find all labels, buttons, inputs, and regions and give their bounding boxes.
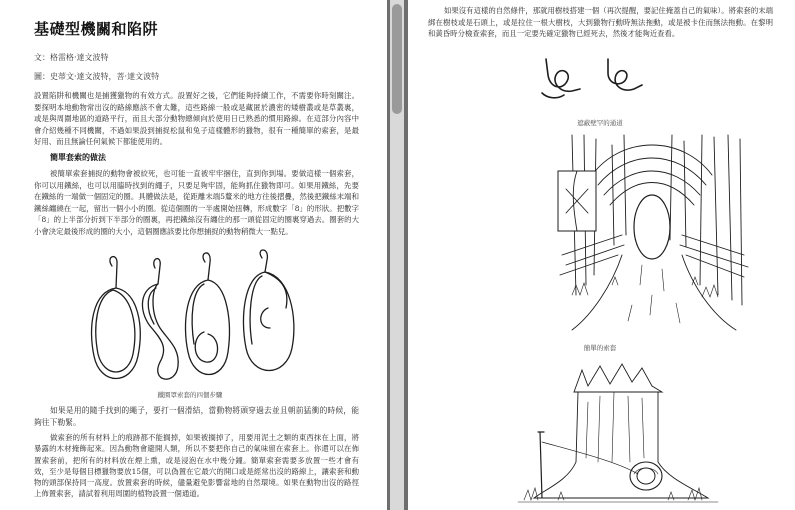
illustrator-credit: 圖：史蒂文·達文波特，菩·達文波特 [34, 72, 160, 81]
snare-instructions-paragraph: 被簡單索套捕捉的動物會被絞死，也可能一直被牢牢捆住，直到你到場。要做這樣一個索套，你可以用鐵絲，也可以用臨時找到的繩子，只要足夠牢固，能夠抓住獵物即可。如果用鐵絲，先要在鐵絲的一端做一個固定的圈。具體做法是，從距離末端5釐米的地方往後摺疊，然後把鐵絲末端和鐵絲纏繞在一起，留出一個小小的圈。從這個圈的一半處開始扭轉，形成數字「8」的形狀。把數字「8」的上半部分折到下半部分的圈裏，再把鐵絲沒有纏住的那一頭從固定的圈裏穿過去。圈套的大小會決定最後形成的圈的大小，這個圈應該要比你想捕捉的動物稍微大一點兒。 [34, 169, 359, 236]
intro-paragraph: 設置陷阱和機關也是捕獲獵物的有效方式。設置好之後，它們能夠持續工作，不需要你時刻關注。要探明本地動物常出沒的路線應該不會太難，這些路線一般或是藏匿於濃密的矮樹叢或是草叢裏，或是與周圍地區的道路平行，而且大部分動物總傾向於使用日已熟悉的慣用路線。在這部分內容中會介紹幾種不同機關，不過如果設到捕捉松鼠和兔子這樣體形的獵物，很有一種簡單的索套，是最好用、而且無論任何氣候下都能使用的。 [34, 91, 359, 146]
loop-step-4 [243, 250, 293, 371]
wire-loop-steps-illustration [0, 248, 387, 388]
loops-caption: 鐵圈罩索套的四個步驟 [157, 391, 223, 399]
rope-tip-paragraph: 如果是用的隨手找到的繩子，要打一個滑結，當動物將頭穿過去並且朝前猛衝的時候，能夠往下勒緊。 [34, 406, 359, 427]
right-top-paragraph: 如果沒有這樣的自然條件，那就用樹枝搭建一個（再次提醒，要記住掩蓋自己的氣味）。將索套的末端綁在樹枝或是石頭上，或是拉住一根大樹枝，大到獵物行動時無法拖動，或是被卡住而無法拖動。在黎明和黃昏時分檢查索套，而且一定要先確定獵物已經死去，然後才能夠近查看。 [428, 6, 773, 38]
forest-path-illustration [552, 135, 752, 330]
stump-caption: 簡單的索套 [583, 344, 617, 352]
section-heading: 簡單套索的做法 [50, 153, 106, 162]
loop-step-2 [142, 259, 178, 380]
left-page [0, 0, 387, 510]
scrollbar-thumb[interactable] [392, 4, 402, 114]
path-caption: 遮蔽壁罕的通道 [577, 119, 623, 127]
tree-stump-snare-illustration [518, 362, 718, 507]
page-title: 基礎型機關和陷阱 [34, 20, 159, 38]
author-credit: 文：格雷格·達文波特 [34, 53, 109, 62]
loop-step-3 [185, 253, 229, 375]
loop-step-1 [92, 257, 141, 379]
material-scent-paragraph: 做索套的所有材料上的痕跡都不能搁掉，如果被搁掉了，用要用泥土之類的東西抹在上面，將暴露的木材掩飾起來。因為動物會避開人類，所以不要把你自己的氣味留在索套上。你還可以在佈置索套前，把所有的材料放在煙上熏，或是浸泡在水中幾分鐘。簡單索套需要多放置一些才會有效，至少是每個目標獵物要放15個，可以偽置在它最穴的開口或是經常出沒的路線上，讓索套和動物的頭部保持同一高度。放置索套的時候，儘量避免影響當地的自然環境。如果在動物出沒的路徑上佈置索套，請試着利用周圍的植物設置一個通道。 [34, 433, 359, 499]
right-page [408, 0, 795, 510]
knot-illustration [538, 55, 658, 105]
